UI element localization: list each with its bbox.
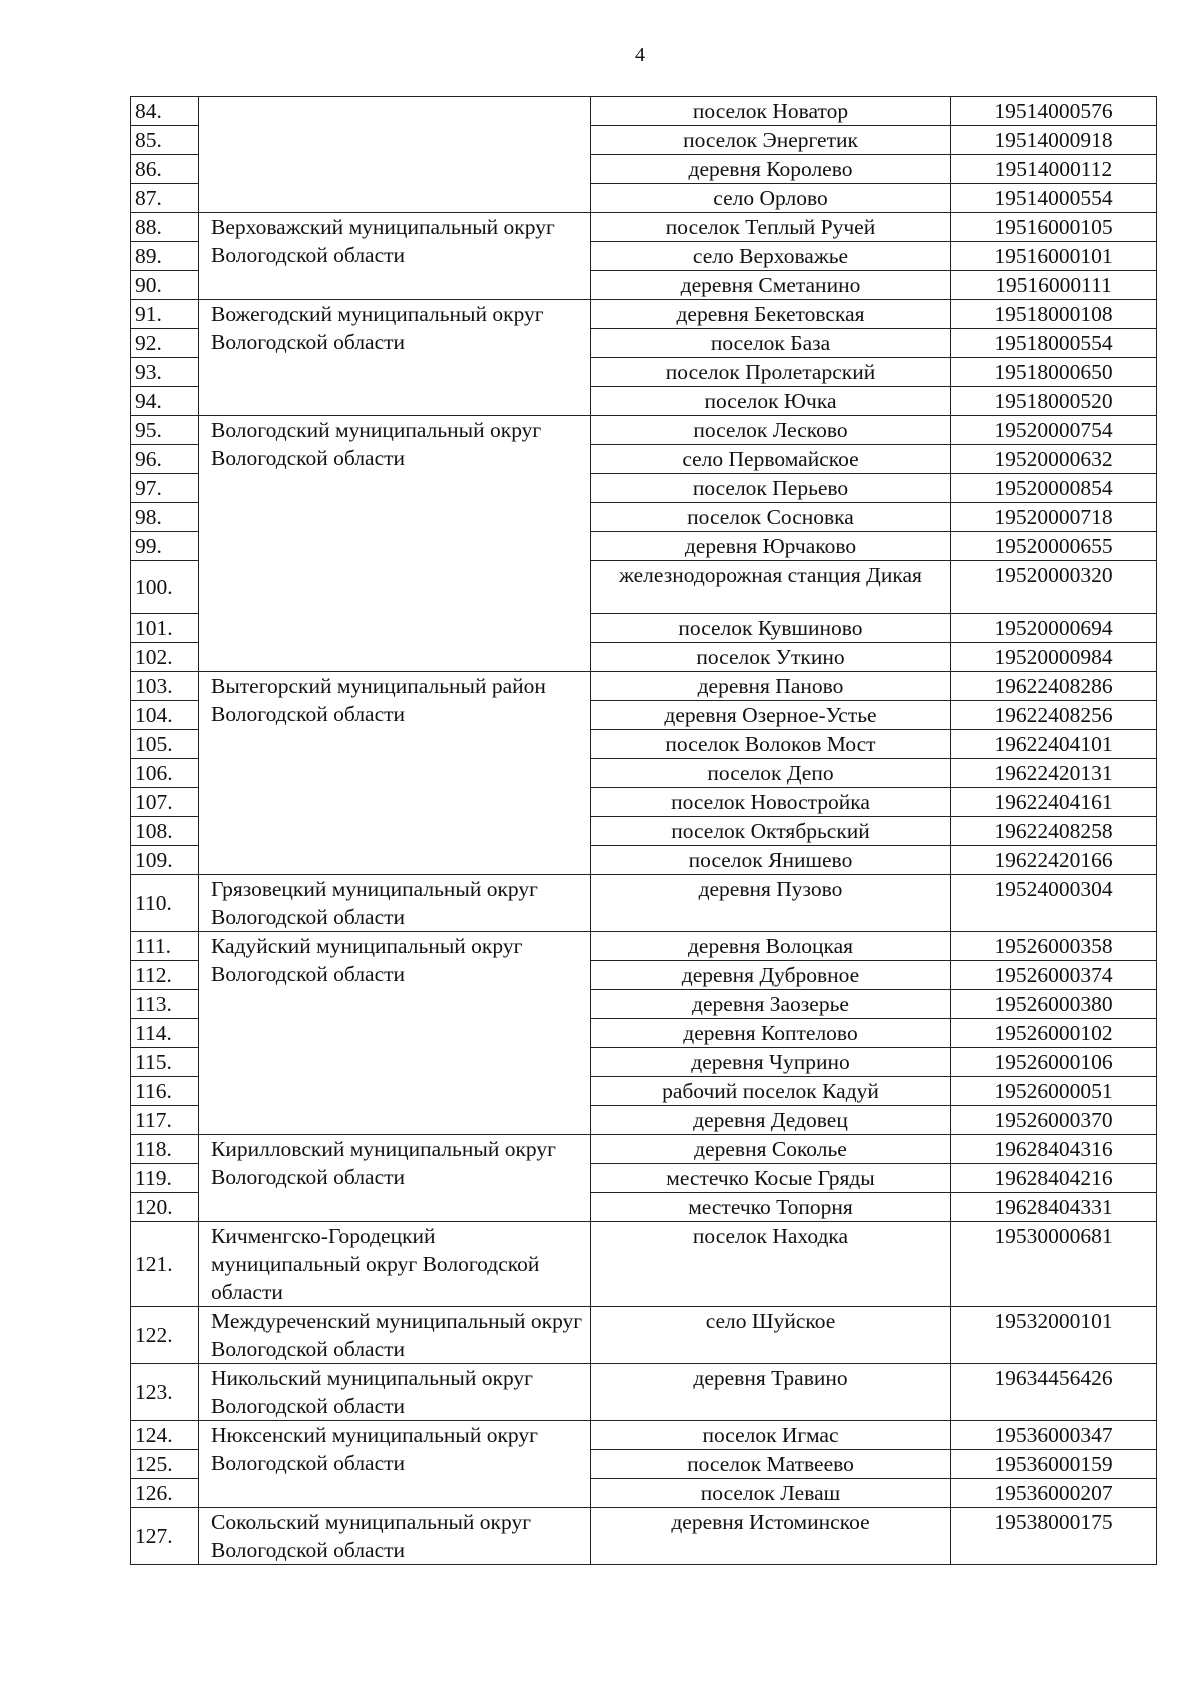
settlement-cell: деревня Заозерье bbox=[591, 990, 951, 1019]
settlement-cell: поселок Теплый Ручей bbox=[591, 213, 951, 242]
settlement-cell: местечко Косые Гряды bbox=[591, 1164, 951, 1193]
table-row bbox=[131, 672, 1157, 701]
settlements-table-body bbox=[131, 97, 1157, 1565]
row-number: 91. bbox=[131, 300, 199, 329]
district-cell: Кичменгско-Городецкий муниципальный округ Вологодской области bbox=[199, 1222, 591, 1307]
oktmo-code-cell: 19526000106 bbox=[951, 1048, 1157, 1077]
settlement-cell: деревня Паново bbox=[591, 672, 951, 701]
oktmo-code-cell: 19622408286 bbox=[951, 672, 1157, 701]
row-number: 124. bbox=[131, 1421, 199, 1450]
row-number: 95. bbox=[131, 416, 199, 445]
table-row bbox=[131, 1421, 1157, 1450]
row-number: 111. bbox=[131, 932, 199, 961]
oktmo-code-cell: 19622420166 bbox=[951, 846, 1157, 875]
row-number: 105. bbox=[131, 730, 199, 759]
district-cell: Вологодский муниципальный округ Вологодской области bbox=[199, 416, 591, 672]
row-number: 100. bbox=[131, 561, 199, 614]
oktmo-code-cell: 19514000918 bbox=[951, 126, 1157, 155]
oktmo-code-cell: 19520000632 bbox=[951, 445, 1157, 474]
oktmo-code-cell: 19516000105 bbox=[951, 213, 1157, 242]
row-number: 125. bbox=[131, 1450, 199, 1479]
row-number: 89. bbox=[131, 242, 199, 271]
oktmo-code-cell: 19520000854 bbox=[951, 474, 1157, 503]
settlement-cell: деревня Чуприно bbox=[591, 1048, 951, 1077]
oktmo-code-cell: 19520000694 bbox=[951, 614, 1157, 643]
row-number: 114. bbox=[131, 1019, 199, 1048]
row-number: 88. bbox=[131, 213, 199, 242]
row-number: 97. bbox=[131, 474, 199, 503]
oktmo-code-cell: 19526000374 bbox=[951, 961, 1157, 990]
row-number: 102. bbox=[131, 643, 199, 672]
oktmo-code-cell: 19628404316 bbox=[951, 1135, 1157, 1164]
settlement-cell: село Верховажье bbox=[591, 242, 951, 271]
settlement-cell: поселок Новостройка bbox=[591, 788, 951, 817]
row-number: 122. bbox=[131, 1307, 199, 1364]
oktmo-code-cell: 19628404216 bbox=[951, 1164, 1157, 1193]
settlement-cell: село Шуйское bbox=[591, 1307, 951, 1364]
oktmo-code-cell: 19622404101 bbox=[951, 730, 1157, 759]
table-row bbox=[131, 97, 1157, 126]
settlement-cell: деревня Сметанино bbox=[591, 271, 951, 300]
settlement-cell: местечко Топорня bbox=[591, 1193, 951, 1222]
row-number: 126. bbox=[131, 1479, 199, 1508]
settlement-cell: поселок Леваш bbox=[591, 1479, 951, 1508]
settlement-cell: поселок Новатор bbox=[591, 97, 951, 126]
settlement-cell: деревня Юрчаково bbox=[591, 532, 951, 561]
settlement-cell: поселок Депо bbox=[591, 759, 951, 788]
settlement-cell: поселок Пролетарский bbox=[591, 358, 951, 387]
settlement-cell: деревня Пузово bbox=[591, 875, 951, 932]
settlement-cell: железнодорожная станция Дикая bbox=[591, 561, 951, 614]
oktmo-code-cell: 19514000576 bbox=[951, 97, 1157, 126]
oktmo-code-cell: 19634456426 bbox=[951, 1364, 1157, 1421]
table-row bbox=[131, 1364, 1157, 1421]
row-number: 101. bbox=[131, 614, 199, 643]
district-cell: Никольский муниципальный округ Вологодской области bbox=[199, 1364, 591, 1421]
row-number: 98. bbox=[131, 503, 199, 532]
row-number: 106. bbox=[131, 759, 199, 788]
table-row bbox=[131, 416, 1157, 445]
row-number: 94. bbox=[131, 387, 199, 416]
row-number: 118. bbox=[131, 1135, 199, 1164]
settlement-cell: рабочий поселок Кадуй bbox=[591, 1077, 951, 1106]
district-cell: Вожегодский муниципальный округ Вологодской области bbox=[199, 300, 591, 416]
row-number: 117. bbox=[131, 1106, 199, 1135]
district-cell: Кадуйский муниципальный округ Вологодской области bbox=[199, 932, 591, 1135]
settlement-cell: деревня Дубровное bbox=[591, 961, 951, 990]
row-number: 121. bbox=[131, 1222, 199, 1307]
row-number: 103. bbox=[131, 672, 199, 701]
settlement-cell: деревня Озерное-Устье bbox=[591, 701, 951, 730]
row-number: 85. bbox=[131, 126, 199, 155]
settlement-cell: поселок База bbox=[591, 329, 951, 358]
oktmo-code-cell: 19514000112 bbox=[951, 155, 1157, 184]
row-number: 107. bbox=[131, 788, 199, 817]
oktmo-code-cell: 19628404331 bbox=[951, 1193, 1157, 1222]
row-number: 112. bbox=[131, 961, 199, 990]
oktmo-code-cell: 19524000304 bbox=[951, 875, 1157, 932]
row-number: 109. bbox=[131, 846, 199, 875]
table-row bbox=[131, 300, 1157, 329]
settlements-table bbox=[130, 96, 1157, 1565]
row-number: 113. bbox=[131, 990, 199, 1019]
district-cell: Кирилловский муниципальный округ Вологодской области bbox=[199, 1135, 591, 1222]
row-number: 87. bbox=[131, 184, 199, 213]
oktmo-code-cell: 19520000718 bbox=[951, 503, 1157, 532]
row-number: 93. bbox=[131, 358, 199, 387]
settlement-cell: село Первомайское bbox=[591, 445, 951, 474]
oktmo-code-cell: 19520000320 bbox=[951, 561, 1157, 614]
settlement-cell: поселок Кувшиново bbox=[591, 614, 951, 643]
table-row bbox=[131, 213, 1157, 242]
settlement-cell: поселок Янишево bbox=[591, 846, 951, 875]
row-number: 119. bbox=[131, 1164, 199, 1193]
settlement-cell: деревня Истоминское bbox=[591, 1508, 951, 1565]
table-row bbox=[131, 1508, 1157, 1565]
district-cell: Сокольский муниципальный округ Вологодской области bbox=[199, 1508, 591, 1565]
settlement-cell: деревня Королево bbox=[591, 155, 951, 184]
table-row bbox=[131, 1307, 1157, 1364]
row-number: 86. bbox=[131, 155, 199, 184]
settlement-cell: поселок Лесково bbox=[591, 416, 951, 445]
settlement-cell: поселок Игмас bbox=[591, 1421, 951, 1450]
oktmo-code-cell: 19622408256 bbox=[951, 701, 1157, 730]
page-number: 4 bbox=[635, 44, 645, 66]
oktmo-code-cell: 19516000101 bbox=[951, 242, 1157, 271]
table-row bbox=[131, 932, 1157, 961]
oktmo-code-cell: 19518000108 bbox=[951, 300, 1157, 329]
oktmo-code-cell: 19518000650 bbox=[951, 358, 1157, 387]
settlement-cell: деревня Соколье bbox=[591, 1135, 951, 1164]
oktmo-code-cell: 19536000347 bbox=[951, 1421, 1157, 1450]
oktmo-code-cell: 19526000051 bbox=[951, 1077, 1157, 1106]
district-cell: Междуреченский муниципальный округ Вологодской области bbox=[199, 1307, 591, 1364]
district-cell bbox=[199, 97, 591, 213]
oktmo-code-cell: 19622420131 bbox=[951, 759, 1157, 788]
row-number: 90. bbox=[131, 271, 199, 300]
table-row bbox=[131, 1222, 1157, 1307]
settlement-cell: деревня Бекетовская bbox=[591, 300, 951, 329]
oktmo-code-cell: 19520000655 bbox=[951, 532, 1157, 561]
district-cell: Верховажский муниципальный округ Вологодской области bbox=[199, 213, 591, 300]
district-cell: Вытегорский муниципальный район Вологодской области bbox=[199, 672, 591, 875]
row-number: 127. bbox=[131, 1508, 199, 1565]
oktmo-code-cell: 19622408258 bbox=[951, 817, 1157, 846]
oktmo-code-cell: 19516000111 bbox=[951, 271, 1157, 300]
settlement-cell: поселок Энергетик bbox=[591, 126, 951, 155]
table-row bbox=[131, 1135, 1157, 1164]
oktmo-code-cell: 19526000380 bbox=[951, 990, 1157, 1019]
settlement-cell: деревня Волоцкая bbox=[591, 932, 951, 961]
row-number: 110. bbox=[131, 875, 199, 932]
settlement-cell: поселок Матвеево bbox=[591, 1450, 951, 1479]
oktmo-code-cell: 19536000207 bbox=[951, 1479, 1157, 1508]
oktmo-code-cell: 19622404161 bbox=[951, 788, 1157, 817]
row-number: 92. bbox=[131, 329, 199, 358]
settlement-cell: поселок Октябрьский bbox=[591, 817, 951, 846]
settlement-cell: поселок Уткино bbox=[591, 643, 951, 672]
oktmo-code-cell: 19518000520 bbox=[951, 387, 1157, 416]
settlement-cell: село Орлово bbox=[591, 184, 951, 213]
settlement-cell: поселок Волоков Мост bbox=[591, 730, 951, 759]
oktmo-code-cell: 19530000681 bbox=[951, 1222, 1157, 1307]
row-number: 116. bbox=[131, 1077, 199, 1106]
row-number: 84. bbox=[131, 97, 199, 126]
oktmo-code-cell: 19520000984 bbox=[951, 643, 1157, 672]
settlement-cell: поселок Ючка bbox=[591, 387, 951, 416]
oktmo-code-cell: 19526000102 bbox=[951, 1019, 1157, 1048]
oktmo-code-cell: 19538000175 bbox=[951, 1508, 1157, 1565]
row-number: 99. bbox=[131, 532, 199, 561]
oktmo-code-cell: 19520000754 bbox=[951, 416, 1157, 445]
row-number: 108. bbox=[131, 817, 199, 846]
row-number: 96. bbox=[131, 445, 199, 474]
table-row bbox=[131, 875, 1157, 932]
district-cell: Грязовецкий муниципальный округ Вологодской области bbox=[199, 875, 591, 932]
oktmo-code-cell: 19514000554 bbox=[951, 184, 1157, 213]
row-number: 115. bbox=[131, 1048, 199, 1077]
oktmo-code-cell: 19532000101 bbox=[951, 1307, 1157, 1364]
oktmo-code-cell: 19526000358 bbox=[951, 932, 1157, 961]
row-number: 123. bbox=[131, 1364, 199, 1421]
oktmo-code-cell: 19536000159 bbox=[951, 1450, 1157, 1479]
oktmo-code-cell: 19526000370 bbox=[951, 1106, 1157, 1135]
settlement-cell: деревня Коптелово bbox=[591, 1019, 951, 1048]
settlement-cell: поселок Сосновка bbox=[591, 503, 951, 532]
settlement-cell: деревня Травино bbox=[591, 1364, 951, 1421]
settlement-cell: поселок Находка bbox=[591, 1222, 951, 1307]
row-number: 104. bbox=[131, 701, 199, 730]
settlement-cell: деревня Дедовец bbox=[591, 1106, 951, 1135]
district-cell: Нюксенский муниципальный округ Вологодской области bbox=[199, 1421, 591, 1508]
settlement-cell: поселок Перьево bbox=[591, 474, 951, 503]
oktmo-code-cell: 19518000554 bbox=[951, 329, 1157, 358]
row-number: 120. bbox=[131, 1193, 199, 1222]
